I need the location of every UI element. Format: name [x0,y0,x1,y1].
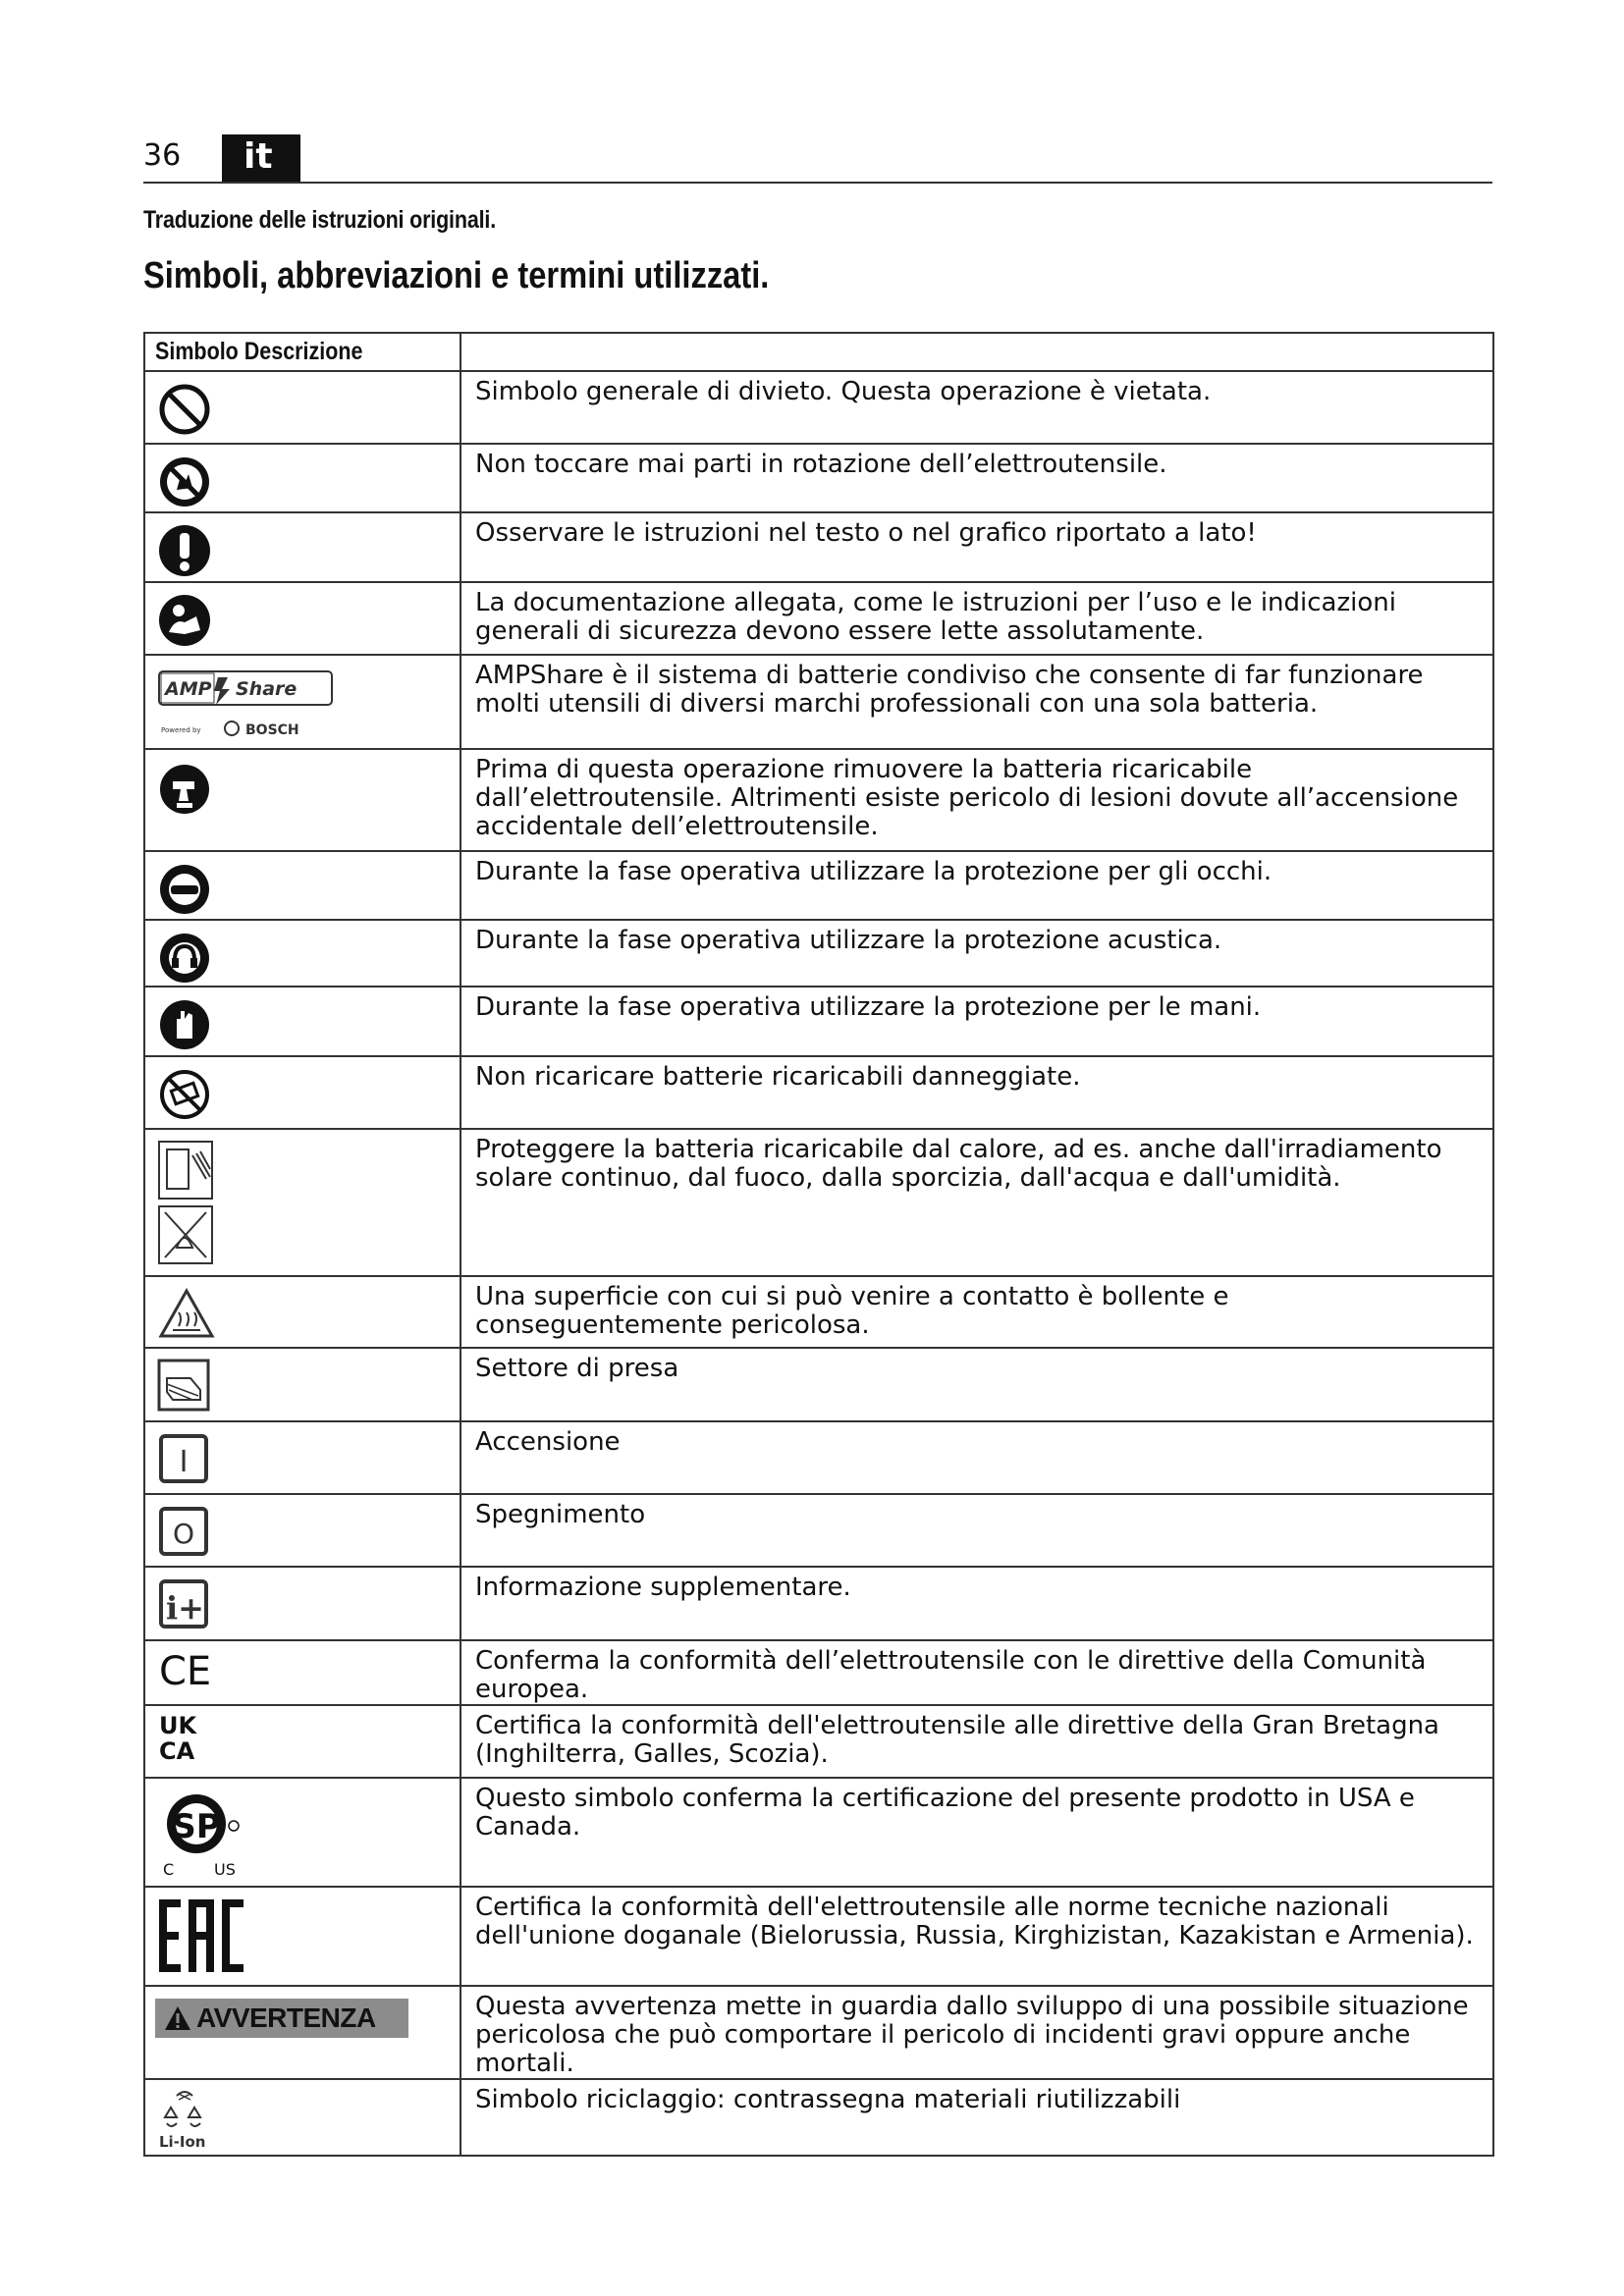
language-code: it [244,136,273,177]
ear-protection-icon [157,931,212,986]
battery-heat-protection-icon [157,1140,216,1267]
svg-text:CA: CA [159,1737,195,1765]
svg-text:US: US [214,1860,236,1879]
table-row [144,444,1493,512]
table-row [144,1421,1493,1494]
svg-text:SP: SP [172,1807,221,1846]
row-description: Osservare le istruzioni nel testo o nel grafico riportato a lato! [460,512,1493,582]
row-description: Accensione [460,1421,1493,1494]
table-row [144,920,1493,987]
read-manual-icon [157,593,212,648]
table-row [144,582,1493,655]
table-row [144,1348,1493,1421]
row-description: Spegnimento [460,1494,1493,1567]
table-row [144,1640,1493,1705]
no-touch-rotating-parts-icon [157,454,212,509]
svg-text:I: I [179,1445,189,1479]
row-description: Proteggere la batteria ricaricabile dal calore, ad es. anche dall'irradiamento solare continuo, dal fuoco, dalla sporcizia, dall'acqua e dall'umidità. [460,1129,1493,1276]
remove-battery-icon [157,760,212,819]
row-description: Simbolo riciclaggio: contrassegna materiali riutilizzabili [460,2079,1493,2156]
row-description: Certifica la conformità dell'elettroutensile alle norme tecniche nazionali dell'unione doganale (Bielorussia, Russia, Kirghizistan, Kazakistan e Armenia). [460,1887,1493,1986]
eac-mark-icon [157,1896,251,1978]
table-header-empty [460,333,1493,371]
row-description: Settore di presa [460,1348,1493,1421]
eye-protection-icon [157,862,212,917]
table-row [144,1129,1493,1276]
table-row [144,1056,1493,1129]
table-row [144,1986,1493,2079]
table-row [144,1494,1493,1567]
subtitle: Traduzione delle istruzioni originali. [143,206,497,234]
table-header: Simbolo Descrizione [144,333,460,371]
table-row [144,655,1493,749]
warning-label-icon: AVVERTENZA [155,1999,408,2038]
table-row [144,1567,1493,1640]
prohibition-icon [157,382,212,437]
page-title: Simboli, abbreviazioni e termini utilizzati. [143,255,770,296]
table-row [144,1705,1493,1778]
hot-surface-icon [157,1287,216,1340]
row-description: Certifica la conformità dell'elettroutensile alle direttive della Gran Bretagna (Inghilterra, Galles, Scozia). [460,1705,1493,1778]
language-badge [222,134,300,182]
table-row [144,851,1493,920]
row-description: Durante la fase operativa utilizzare la protezione acustica. [460,920,1493,987]
svg-text:C: C [163,1860,175,1879]
svg-text:i+: i+ [166,1589,204,1627]
row-description: Questa avvertenza mette in guardia dallo sviluppo di una possibile situazione pericolosa che può comportare il pericolo di incidenti gravi oppure anche mortali. [460,1986,1493,2079]
svg-text:Share: Share [236,678,298,700]
table-row [144,749,1493,851]
row-description: Durante la fase operativa utilizzare la protezione per le mani. [460,987,1493,1056]
row-description: Non ricaricare batterie ricaricabili danneggiate. [460,1056,1493,1129]
svg-text:O: O [172,1518,195,1550]
svg-text:Li-Ion: Li-Ion [159,2133,206,2151]
svg-text:Powered by: Powered by [161,726,201,734]
warning-triangle-icon [163,2004,192,2032]
ukca-mark-icon [157,1710,206,1765]
row-description: Durante la fase operativa utilizzare la protezione per gli occhi. [460,851,1493,920]
recycling-li-ion-icon [157,2086,216,2151]
no-charge-damaged-battery-icon [157,1067,212,1122]
svg-text:CE: CE [159,1649,212,1692]
power-off-icon [157,1505,212,1560]
svg-text:UK: UK [159,1712,197,1739]
row-description: Informazione supplementare. [460,1567,1493,1640]
table-row [144,987,1493,1056]
grip-area-icon [157,1359,212,1414]
row-description: Simbolo generale di divieto. Questa operazione è vietata. [460,371,1493,444]
power-on-icon [157,1432,212,1487]
ce-mark-icon [157,1647,226,1692]
row-description: AMPShare è il sistema di batterie condiviso che consente di far funzionare molti utensili di diversi marchi professionali con una sola batteria. [460,655,1493,749]
page-header [143,133,1492,184]
row-description: Questo simbolo conferma la certificazione del presente prodotto in USA e Canada. [460,1778,1493,1887]
svg-text:BOSCH: BOSCH [245,722,299,738]
table-row [144,512,1493,582]
svg-text:AMP: AMP [165,678,212,700]
row-description: Non toccare mai parti in rotazione dell’elettroutensile. [460,444,1493,512]
page-number: 36 [143,138,182,173]
csa-mark-icon [157,1785,265,1883]
row-description: Conferma la conformità dell’elettroutensile con le direttive della Comunità europea. [460,1640,1493,1705]
exclamation-icon [157,523,212,578]
row-description: Prima di questa operazione rimuovere la batteria ricaricabile dall’elettroutensile. Altrimenti esiste pericolo di lesioni dovute all’accensione accidentale dell’elettroutensile. [460,749,1493,851]
table-row [144,371,1493,444]
table-row [144,1778,1493,1887]
row-description: La documentazione allegata, come le istruzioni per l’uso e le indicazioni generali di sicurezza devono essere lette assolutamente. [460,582,1493,655]
symbols-table [143,332,1494,2157]
table-row [144,2079,1493,2156]
hand-protection-icon [157,997,212,1052]
table-row [144,1276,1493,1348]
table-row [144,1887,1493,1986]
table-header-row [144,333,1493,371]
info-plus-icon [157,1577,212,1632]
row-description: Una superficie con cui si può venire a contatto è bollente e conseguentemente pericolosa. [460,1276,1493,1348]
ampshare-logo-icon [157,666,344,740]
